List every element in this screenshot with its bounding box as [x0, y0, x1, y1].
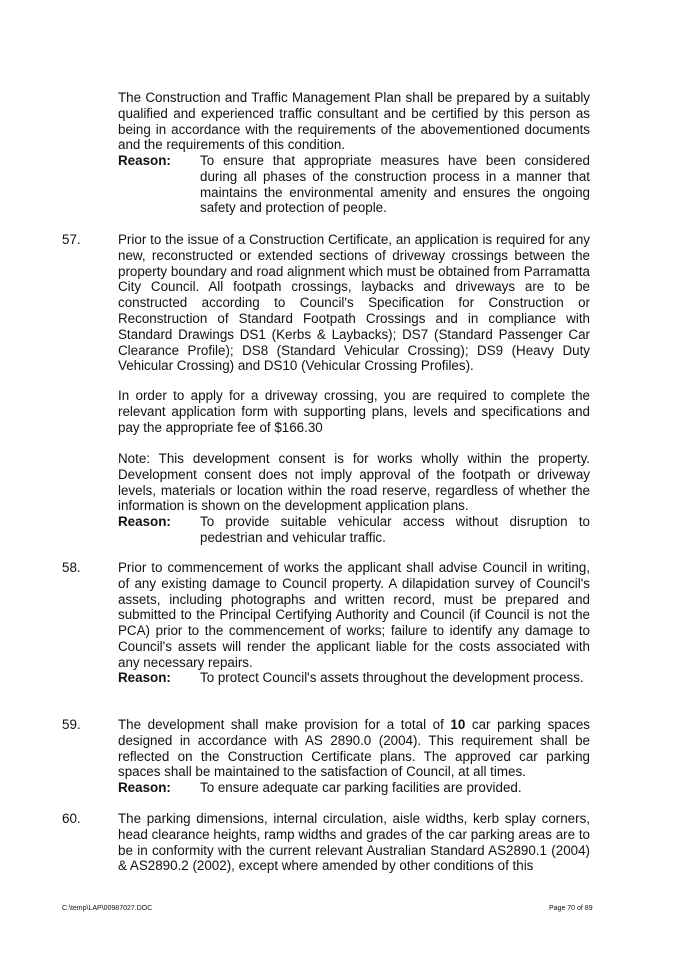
- parking-spaces-count: 10: [450, 717, 466, 732]
- condition-60-paragraph: The parking dimensions, internal circulation, aisle widths, kerb splay corners, head clearance heights, ramp widths and grades of the car parking areas are to be in conformity with the current relevant Australian Standard AS2890.1 (2004) & AS2890.2 (2002), except where amended by other conditions of this: [118, 811, 590, 874]
- paragraph-text-part: car parking spaces designed in accordance with AS 2890.0 (2004). This requirement shall be reflected on the Construction Certificate plans. The approved car parking spaces shall be maintained to the satisfaction of Council, at all times.: [118, 717, 590, 780]
- intro-paragraph: The Construction and Traffic Management Plan shall be prepared by a suitably qualified and experienced traffic consultant and be certified by this person as being in accordance with the requirements of the abovementioned documents and the requirements of this condition.: [118, 90, 590, 153]
- condition-58-paragraph: Prior to commencement of works the applicant shall advise Council in writing, of any existing damage to Council property. A dilapidation survey of Council's assets, including photographs and written record, must be prepared and submitted to the Principal Certifying Authority and Council (if Council is not the PCA) prior to the commencement of works; failure to identify any damage to Council's assets will render the applicant liable for the costs associated with any necessary repairs.: [118, 560, 590, 670]
- condition-58-reason: [118, 670, 590, 686]
- paragraph-text-part: The development shall make provision for a total of: [118, 717, 451, 732]
- reason-label: Reason:: [118, 514, 171, 529]
- reason-text: To protect Council's assets throughout the development process.: [200, 670, 584, 685]
- condition-57-paragraph-3: Note: This development consent is for works wholly within the property. Development consent does not imply approval of the footpath or driveway levels, materials or location within the road reserve, regardless of whether the information is shown on the development application plans.: [118, 451, 590, 514]
- condition-57-paragraph-2: In order to apply for a driveway crossing, you are required to complete the relevant application form with supporting plans, levels and specifications and pay the appropriate fee of $166.30: [118, 388, 590, 435]
- reason-text: To ensure adequate car parking facilities are provided.: [200, 780, 522, 795]
- reason-text: To provide suitable vehicular access without disruption to pedestrian and vehicular traffic.: [200, 514, 590, 545]
- footer-page-number: Page 70 of 89: [549, 905, 593, 912]
- reason-label: Reason:: [118, 780, 171, 795]
- condition-57-number: 57.: [62, 232, 81, 247]
- condition-59-paragraph: [118, 717, 590, 780]
- condition-57-reason: [118, 514, 590, 546]
- condition-59-number: 59.: [62, 717, 81, 732]
- condition-58-number: 58.: [62, 560, 81, 575]
- condition-59-reason: [118, 780, 590, 796]
- intro-reason: [118, 153, 590, 216]
- condition-60-number: 60.: [62, 811, 81, 826]
- reason-text: To ensure that appropriate measures have been considered during all phases of the construction process in a manner that maintains the environmental amenity and ensures the ongoing safety and protection of people.: [200, 153, 590, 216]
- footer-file-path: C:\temp\LAP\00987027.DOC: [62, 905, 153, 912]
- condition-57-paragraph-1: Prior to the issue of a Construction Certificate, an application is required for any new, reconstructed or extended sections of driveway crossings between the property boundary and road alignment which must be obtained from Parramatta City Council. All footpath crossings, laybacks and driveways are to be constructed according to Council's Specification for Construction or Reconstruction of Standard Footpath Crossings and in compliance with Standard Drawings DS1 (Kerbs & Laybacks); DS7 (Standard Passenger Car Clearance Profile); DS8 (Standard Vehicular Crossing); DS9 (Heavy Duty Vehicular Crossing) and DS10 (Vehicular Crossing Profiles).: [118, 232, 590, 374]
- reason-label: Reason:: [118, 153, 171, 168]
- reason-label: Reason:: [118, 670, 171, 685]
